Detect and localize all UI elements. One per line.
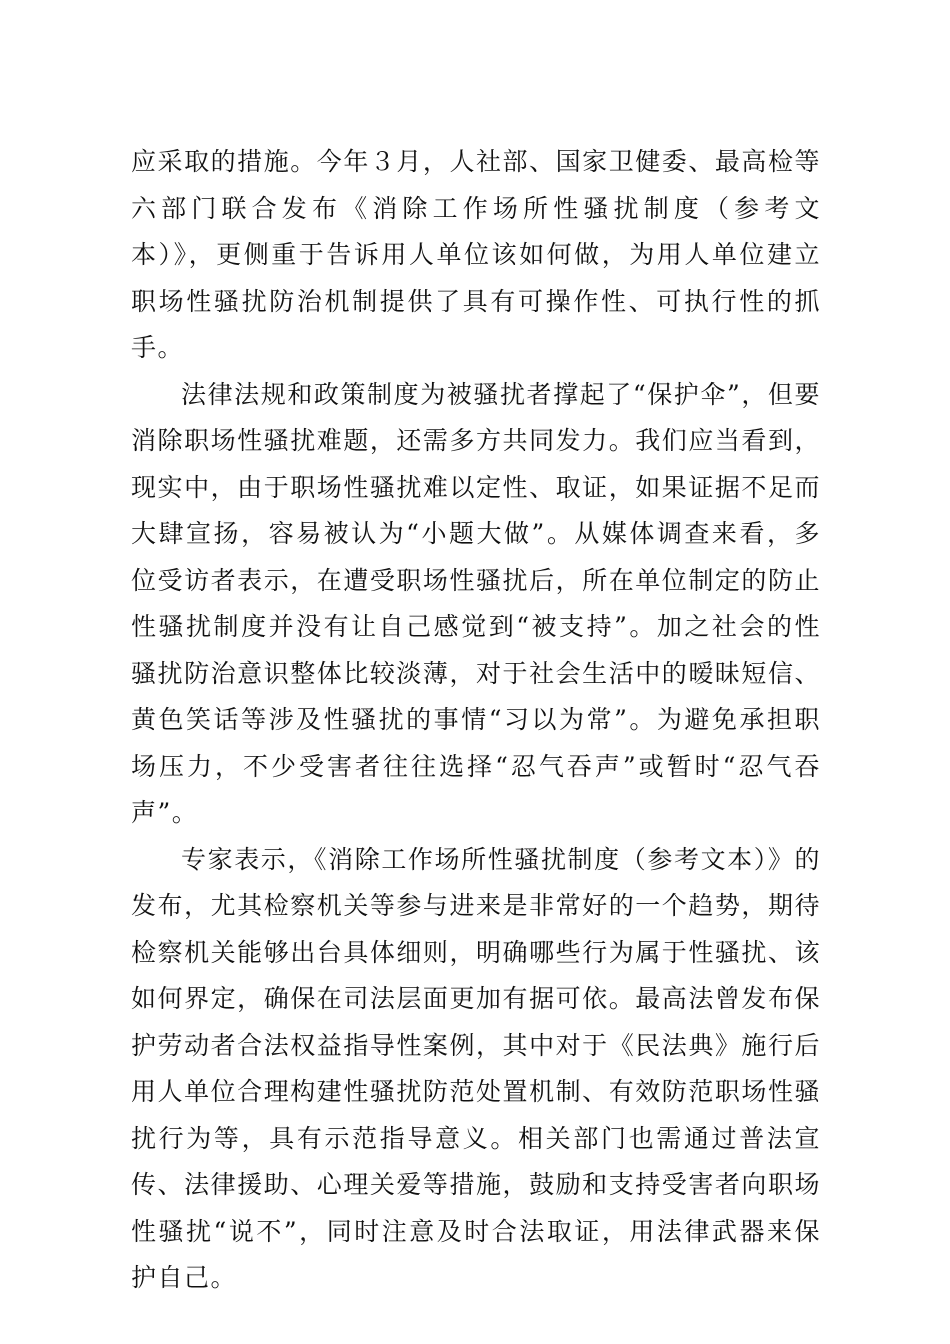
- paragraph-legal-protection: 法律法规和政策制度为被骚扰者撑起了“保护伞”，但要消除职场性骚扰难题，还需多方共同发力。我们应当看到，现实中，由于职场性骚扰难以定性、取证，如果证据不足而大肆宣扬，容易被认为“小题大做”。从媒体调查来看，多位受访者表示，在遭受职场性骚扰后，所在单位制定的防止性骚扰制度并没有让自己感觉到“被支持”。加之社会的性骚扰防治意识整体比较淡薄，对于社会生活中的暧昧短信、黄色笑话等涉及性骚扰的事情“习以为常”。为避免承担职场压力，不少受害者往往选择“忍气吞声”或暂时“忍气吞声”。: [131, 379, 821, 827]
- paragraph-expert-opinion: 专家表示，《消除工作场所性骚扰制度（参考文本）》的发布，尤其检察机关等参与进来是非常好的一个趋势，期待检察机关能够出台具体细则，明确哪些行为属于性骚扰、该如何界定，确保在司法层面更加有据可依。最高法曾发布保护劳动者合法权益指导性案例，其中对于《民法典》施行后用人单位合理构建性骚扰防范处置机制、有效防范职场性骚扰行为等，具有示范指导意义。相关部门也需通过普法宣传、法律援助、心理关爱等措施，鼓励和支持受害者向职场性骚扰“说不”，同时注意及时合法取证，用法律武器来保护自己。: [131, 844, 821, 1292]
- article-body: [131, 139, 821, 1302]
- paragraph-continuation: 应采取的措施。今年３月，人社部、国家卫健委、最高检等六部门联合发布《消除工作场所性骚扰制度（参考文本）》，更侧重于告诉用人单位该如何做，为用人单位建立职场性骚扰防治机制提供了具有可操作性、可执行性的抓手。: [131, 147, 821, 362]
